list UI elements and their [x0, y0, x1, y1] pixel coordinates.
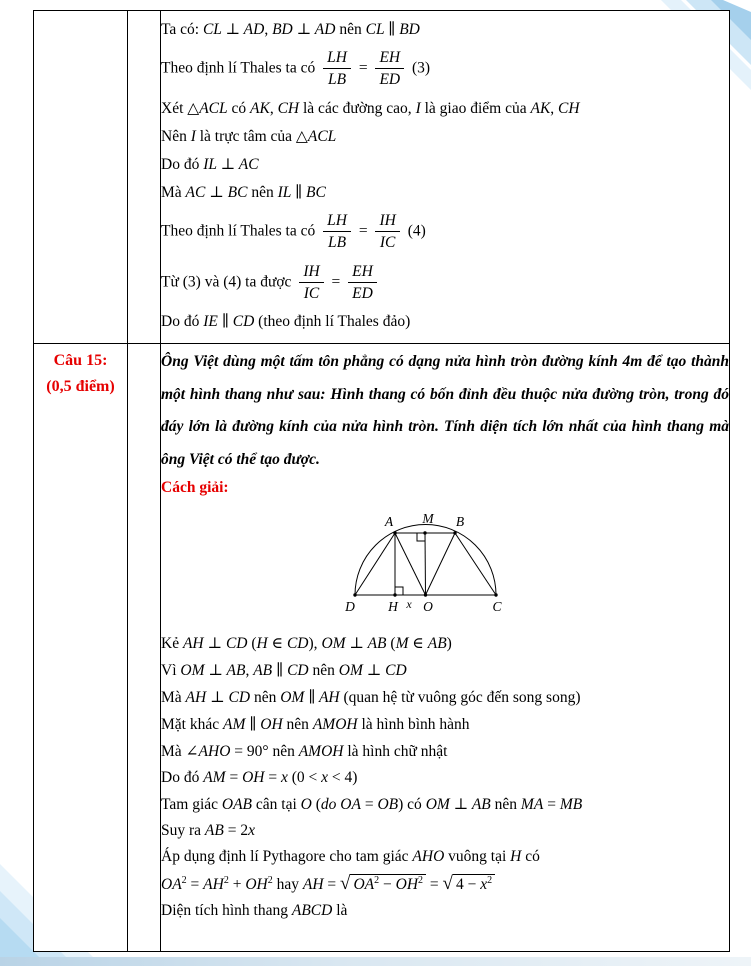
math-line: Theo định lí Thales ta có $\frac{LH}{LB}$ = $\frac{EH}{ED}$ (3): [161, 49, 431, 89]
question-number: Câu 15:: [53, 352, 108, 369]
question-cell-empty: [34, 11, 128, 344]
math-line: Suy ra AB = 2x: [161, 822, 255, 840]
math-line: Tam giác OAB cân tại O (do OA = OB) có OM ⊥ AB nên MA = MB: [161, 796, 583, 814]
segment-MO: [425, 533, 426, 595]
point-D: [353, 593, 356, 596]
question-solution-cell: [161, 344, 730, 952]
figure-label-x: x: [406, 597, 412, 612]
problem-statement: Ông Việt dùng một tấm tôn phẳng có dạng nửa hình tròn đường kính 4m để tạo thành một hình thang như sau: Hình thang có bốn đỉnh đều thuộc nửa đường tròn, trong đó đáy lớn là đường kính của nửa hình tròn. Tính diện tích lớn nhất của hình thang mà ông Việt có thể tạo được.: [161, 353, 729, 468]
figure-label-A: A: [384, 514, 394, 530]
figure-label-O: O: [423, 599, 433, 615]
point-M: [423, 531, 426, 534]
point-B: [453, 531, 456, 534]
figure-label-D: D: [345, 599, 355, 615]
math-line: Xét △ACL có AK, CH là các đường cao, I là giao điểm của AK, CH: [161, 99, 580, 117]
table-row-previous-solution: [34, 11, 730, 344]
math-line: Mà AH ⊥ CD nên OM ∥ AH (quan hệ từ vuông góc đến song song): [161, 689, 581, 707]
point-C: [494, 593, 497, 596]
math-line: Mà ∠AHO = 90° nên AMOH là hình chữ nhật: [161, 743, 448, 761]
segment-BC: [455, 533, 496, 595]
grade-cell-empty: [128, 344, 161, 952]
footer-accent-bar: [0, 957, 751, 966]
semicircle-trapezoid-figure: [320, 503, 570, 621]
figure-container: [161, 503, 729, 626]
math-line: Nên I là trực tâm của △ACL: [161, 127, 337, 145]
question-points: (0,5 điểm): [46, 378, 115, 395]
segment-OB: [426, 533, 456, 595]
table-row-question-15: [34, 344, 730, 952]
math-line: Kẻ AH ⊥ CD (H ∈ CD), OM ⊥ AB (M ∈ AB): [161, 635, 452, 653]
math-line: Từ (3) và (4) ta được $\frac{IH}{IC}$ = $\frac{EH}{ED}$: [161, 262, 729, 304]
point-O: [424, 593, 427, 596]
grade-cell-empty: [128, 11, 161, 344]
method-label: Cách giải:: [161, 479, 229, 497]
segment-AO: [395, 533, 426, 595]
solution-table: [33, 10, 730, 952]
point-A: [393, 531, 396, 534]
figure-label-B: B: [455, 514, 465, 530]
math-line: Vì OM ⊥ AB, AB ∥ CD nên OM ⊥ CD: [161, 662, 407, 680]
math-line: Diện tích hình thang ABCD là: [161, 902, 348, 920]
math-line: Mà AC ⊥ BC nên IL ∥ BC: [161, 183, 326, 201]
math-line: $OA^2 = AH^2 + OH^2$ hay AH = √ $OA^2 - OH^2$ = √ $4 - x^2$: [161, 874, 729, 894]
figure-label-C: C: [492, 599, 502, 615]
math-line: Mặt khác AM ∥ OH nên AMOH là hình bình hành: [161, 716, 470, 734]
math-line: Ta có: CL ⊥ AD, BD ⊥ AD nên CL ∥ BD: [161, 21, 420, 38]
math-line: Do đó IE ∥ CD (theo định lí Thales đảo): [161, 313, 411, 331]
math-line: Áp dụng định lí Pythagore cho tam giác AHO vuông tại H có: [161, 848, 540, 866]
point-H: [393, 593, 396, 596]
segment-DA: [355, 533, 395, 595]
question-label-cell: [34, 344, 128, 952]
figure-label-H: H: [388, 599, 398, 615]
math-line: Do đó IL ⊥ AC: [161, 155, 259, 173]
math-line: Do đó AM = OH = x (0 < x < 4): [161, 769, 358, 787]
previous-solution-cell: [161, 11, 730, 344]
math-line: Theo định lí Thales ta có $\frac{LH}{LB}$ = $\frac{IH}{IC}$ (4): [161, 211, 426, 252]
figure-label-M: M: [422, 511, 434, 527]
